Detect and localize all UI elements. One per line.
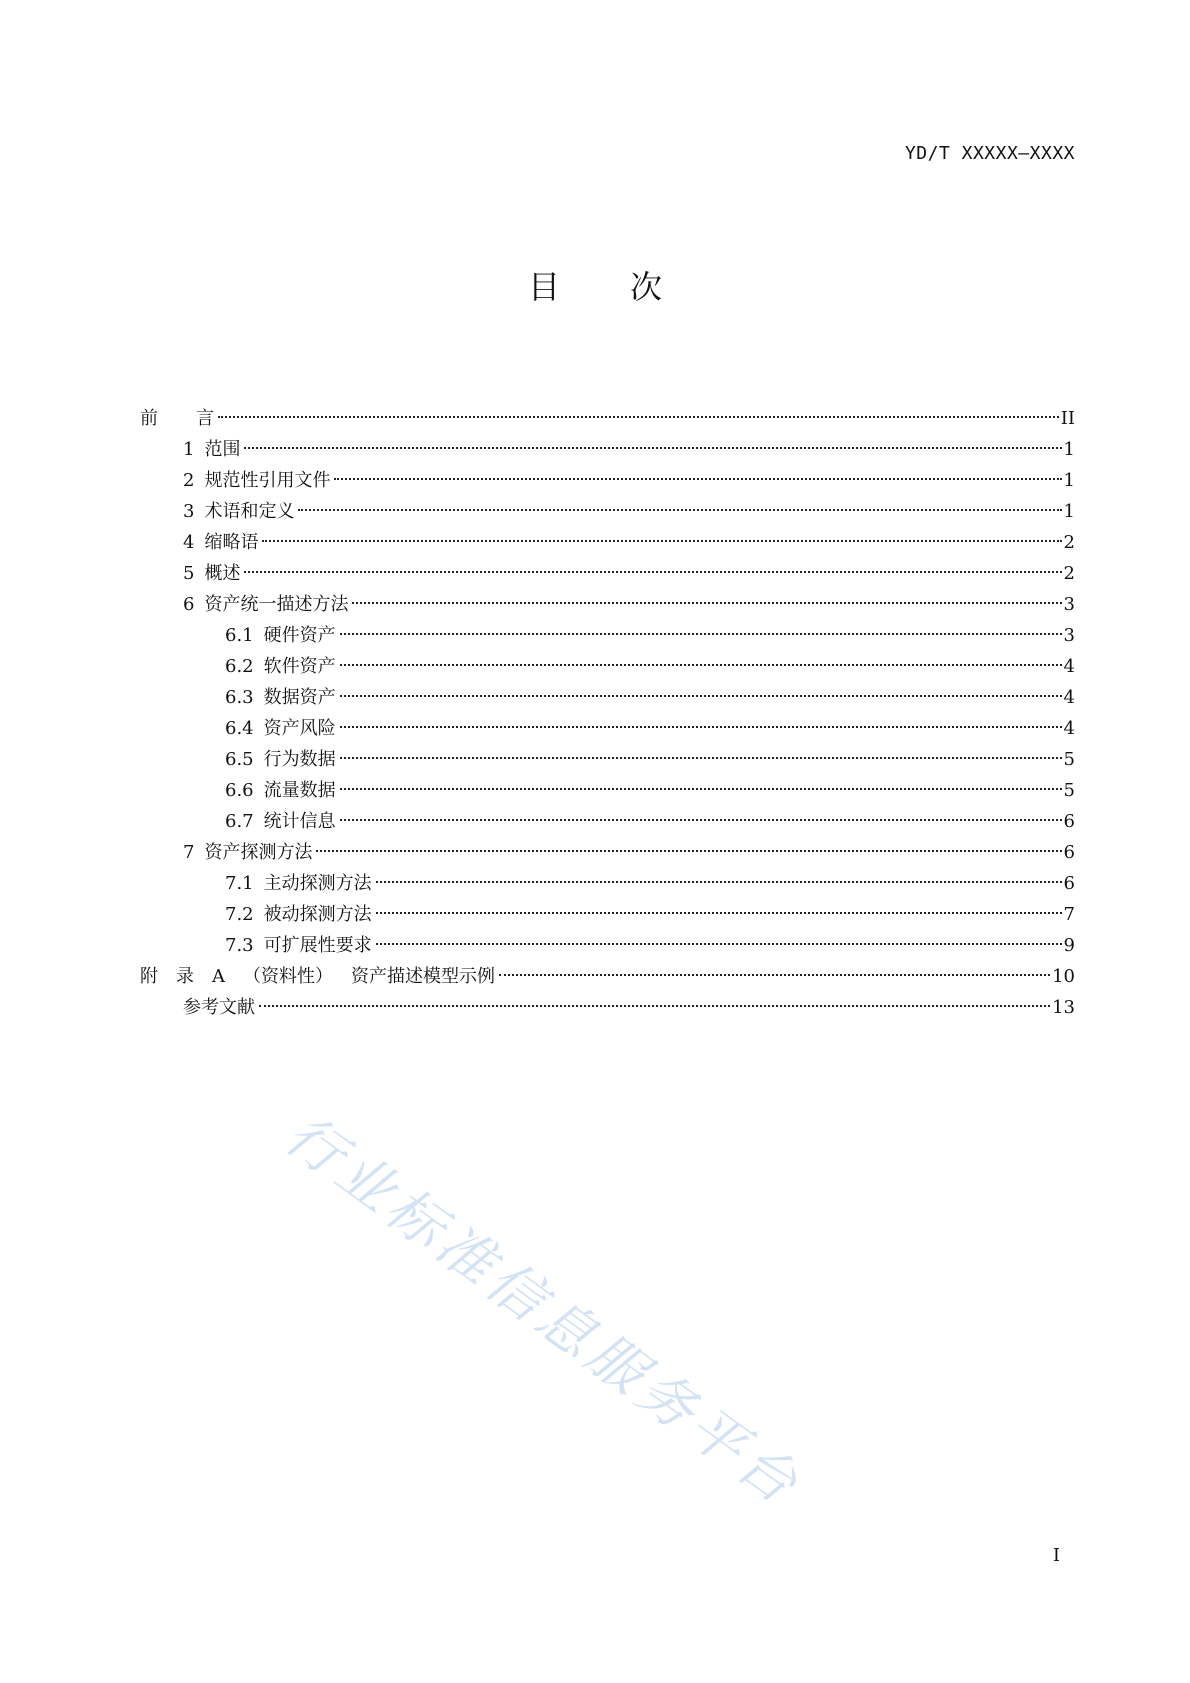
- table-of-contents: [140, 403, 1075, 1023]
- watermark-text: 行业标准信息服务平台: [273, 1102, 814, 1520]
- toc-number: 6.1: [225, 625, 254, 646]
- toc-page-number: 2: [1063, 563, 1075, 584]
- toc-page-number: 13: [1052, 997, 1075, 1018]
- page-number: I: [1052, 1545, 1060, 1566]
- dot-leader: [262, 540, 1061, 542]
- toc-page-number: 4: [1063, 687, 1075, 708]
- toc-title: 术语和定义: [204, 501, 295, 522]
- toc-appendix-letter: A: [212, 966, 225, 987]
- toc-title: 流量数据: [263, 780, 336, 801]
- dot-leader: [340, 788, 1062, 790]
- toc-page-number: 1: [1063, 501, 1075, 522]
- toc-entry-7-2[interactable]: [140, 899, 1075, 930]
- toc-entry-4[interactable]: [140, 527, 1075, 558]
- toc-title: 行为数据: [263, 749, 336, 770]
- dot-leader: [340, 633, 1062, 635]
- toc-preface-label-b: 言: [196, 408, 214, 429]
- toc-entry-5[interactable]: [140, 558, 1075, 589]
- dot-leader: [316, 850, 1061, 852]
- toc-number: 7.2: [225, 904, 254, 925]
- toc-appendix-type: （资料性）: [243, 966, 333, 987]
- toc-title: 缩略语: [204, 532, 259, 553]
- toc-page-number: 9: [1063, 935, 1075, 956]
- toc-page-number: 1: [1063, 439, 1075, 460]
- toc-title: 统计信息: [263, 811, 336, 832]
- toc-title: 被动探测方法: [263, 904, 372, 925]
- toc-appendix-word-1: 附: [140, 966, 158, 987]
- toc-title: 软件资产: [263, 656, 336, 677]
- toc-number: 7.1: [225, 873, 254, 894]
- toc-title: 硬件资产: [263, 625, 336, 646]
- toc-number: 4: [183, 532, 195, 553]
- toc-appendix-word-2: 录: [176, 966, 194, 987]
- toc-page-number: 3: [1063, 594, 1075, 615]
- toc-page-number: 3: [1063, 625, 1075, 646]
- dot-leader: [340, 695, 1062, 697]
- toc-page-number: 7: [1063, 904, 1075, 925]
- toc-title: 资产统一描述方法: [204, 594, 349, 615]
- toc-page-number: 6: [1063, 842, 1075, 863]
- toc-page-number: 4: [1063, 656, 1075, 677]
- toc-title: 范围: [204, 439, 241, 460]
- toc-title: 资产探测方法: [204, 842, 313, 863]
- dot-leader: [340, 757, 1062, 759]
- toc-entry-6-1[interactable]: [140, 620, 1075, 651]
- toc-title: 规范性引用文件: [204, 470, 331, 491]
- toc-number: 6.5: [225, 749, 254, 770]
- toc-number: 1: [183, 439, 195, 460]
- toc-entry-6-2[interactable]: [140, 651, 1075, 682]
- toc-page-number: 4: [1063, 718, 1075, 739]
- dot-leader: [244, 571, 1061, 573]
- title-char-2: 次: [630, 268, 663, 306]
- toc-number: 6.7: [225, 811, 254, 832]
- toc-page-number: 6: [1063, 811, 1075, 832]
- toc-number: 5: [183, 563, 195, 584]
- toc-number: 7.3: [225, 935, 254, 956]
- toc-number: 6.2: [225, 656, 254, 677]
- toc-page-number: 10: [1052, 966, 1075, 987]
- toc-number: 6.6: [225, 780, 254, 801]
- toc-preface-label-a: 前: [140, 408, 196, 429]
- toc-title: 资产描述模型示例: [351, 966, 495, 987]
- dot-leader: [334, 478, 1061, 480]
- page-title: [0, 262, 1190, 308]
- dot-leader: [352, 602, 1061, 604]
- toc-page-number: 5: [1063, 749, 1075, 770]
- toc-page-number: 1: [1063, 470, 1075, 491]
- dot-leader: [340, 726, 1062, 728]
- toc-entry-references[interactable]: [140, 992, 1075, 1023]
- toc-entry-2[interactable]: [140, 465, 1075, 496]
- toc-title: 可扩展性要求: [263, 935, 372, 956]
- toc-title: 主动探测方法: [263, 873, 372, 894]
- dot-leader: [376, 943, 1062, 945]
- toc-number: 3: [183, 501, 195, 522]
- toc-entry-7-3[interactable]: [140, 930, 1075, 961]
- toc-title: 概述: [204, 563, 241, 584]
- toc-entry-1[interactable]: [140, 434, 1075, 465]
- toc-entry-6-5[interactable]: [140, 744, 1075, 775]
- dot-leader: [499, 974, 1050, 976]
- toc-entry-appendix-a[interactable]: [140, 961, 1075, 992]
- dot-leader: [218, 416, 1059, 418]
- document-code: YD/T XXXXX—XXXX: [904, 143, 1075, 164]
- dot-leader: [244, 447, 1061, 449]
- toc-number: 6.4: [225, 718, 254, 739]
- toc-number: 6: [183, 594, 195, 615]
- toc-entry-7-1[interactable]: [140, 868, 1075, 899]
- dot-leader: [376, 912, 1062, 914]
- toc-number: 6.3: [225, 687, 254, 708]
- toc-entry-7[interactable]: [140, 837, 1075, 868]
- toc-entry-6-7[interactable]: [140, 806, 1075, 837]
- toc-page-number: 2: [1063, 532, 1075, 553]
- toc-page-number: 5: [1063, 780, 1075, 801]
- toc-title: 参考文献: [183, 997, 255, 1018]
- toc-entry-preface[interactable]: [140, 403, 1075, 434]
- toc-entry-6[interactable]: [140, 589, 1075, 620]
- dot-leader: [340, 819, 1062, 821]
- toc-page-number: 6: [1063, 873, 1075, 894]
- dot-leader: [259, 1005, 1050, 1007]
- dot-leader: [376, 881, 1062, 883]
- toc-title: 数据资产: [263, 687, 336, 708]
- toc-number: 2: [183, 470, 195, 491]
- toc-entry-6-6[interactable]: [140, 775, 1075, 806]
- toc-entry-6-3[interactable]: [140, 682, 1075, 713]
- toc-number: 7: [183, 842, 195, 863]
- dot-leader: [340, 664, 1062, 666]
- toc-entry-3[interactable]: [140, 496, 1075, 527]
- toc-entry-6-4[interactable]: [140, 713, 1075, 744]
- dot-leader: [298, 509, 1061, 511]
- title-char-1: 目: [527, 268, 560, 306]
- toc-page-number: II: [1060, 408, 1075, 429]
- toc-title: 资产风险: [263, 718, 336, 739]
